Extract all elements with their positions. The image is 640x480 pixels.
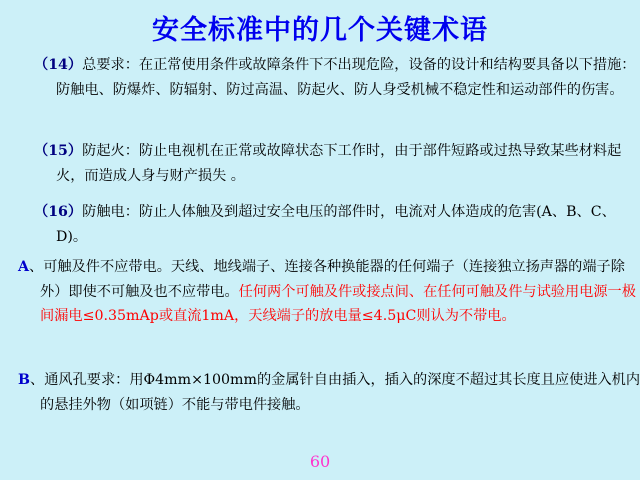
page-number: 60	[309, 452, 331, 471]
clause-14	[34, 53, 640, 102]
item-b	[18, 368, 640, 417]
item-a	[18, 255, 640, 329]
clause-number: （15）	[34, 143, 83, 159]
clause-number: （16）	[34, 204, 83, 220]
item-text-highlight: 任何两个可触及件或接点间、在任何可触及件与试验用电源一极间漏电≤0.35mAp或直流1mA，天线端子的放电量≤4.5μC则认为不带电。	[40, 283, 636, 325]
clause-number: （14）	[34, 57, 83, 73]
item-letter: A	[18, 259, 30, 275]
slide-title: 安全标准中的几个关键术语	[152, 15, 488, 46]
item-text: 、通风孔要求：用Φ4mm×100mm的金属针自由插入，插入的深度不超过其长度且应使进入机内的悬挂外物（如项链）不能与带电件接触。	[30, 372, 640, 413]
clause-15	[34, 139, 640, 188]
clause-text: 总要求：在正常使用条件或故障条件下不出现危险，设备的设计和结构要具备以下措施：防触电、防爆炸、防辐射、防过高温、防起火、防人身受机械不稳定性和运动部件的伤害。	[56, 57, 636, 98]
clause-16	[34, 200, 640, 249]
item-text: 、可触及件不应带电。天线、地线端子、连接各种换能器的任何端子（连接独立扬声器的端子除外）即使不可触及也不应带电。	[29, 259, 625, 300]
clause-text: 防触电：防止人体触及到超过安全电压的部件时，电流对人体造成的危害(A、B、C、D)。	[56, 204, 616, 245]
clause-text: 防起火：防止电视机在正常或故障状态下工作时，由于部件短路或过热导致某些材料起火，而造成人身与财产损失 。	[56, 143, 622, 184]
item-letter: B	[18, 372, 30, 388]
